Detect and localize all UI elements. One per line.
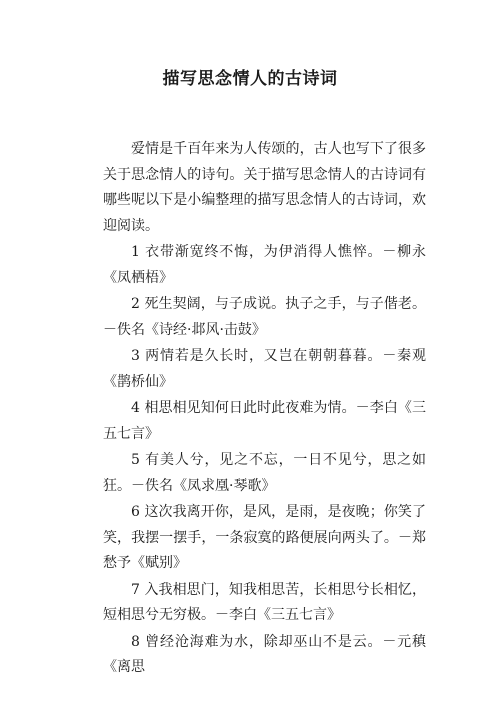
poem-line-8: 8 曾经沧海难为水，除却巫山不是云。－元稹《离思: [103, 633, 426, 675]
poem-line-3: 3 两情若是久长时，又岂在朝朝暮暮。－秦观《鹊桥仙》: [103, 348, 426, 390]
poem-line-4: 4 相思相见知何日此时此夜难为情。－李白《三五七言》: [103, 400, 426, 442]
document-title: 描写思念情人的古诗词: [162, 69, 338, 89]
poem-line-1: 1 衣带渐宽终不悔，为伊消得人憔悴。－柳永《凤栖梧》: [103, 244, 426, 286]
poem-line-2: 2 死生契阔，与子成说。执子之手，与子偕老。－佚名《诗经·邶风·击鼓》: [103, 296, 426, 338]
intro-paragraph: 爱情是千百年来为人传颂的，古人也写下了很多关于思念情人的诗句。关于描写思念情人的古诗词有哪些呢以下是小编整理的描写思念情人的古诗词，欢迎阅读。: [103, 141, 426, 234]
poem-line-7: 7 入我相思门，知我相思苦，长相思兮长相忆，短相思兮无穷极。－李白《三五七言》: [103, 581, 426, 623]
poem-line-6: 6 这次我离开你，是风，是雨，是夜晚；你笑了笑，我摆一摆手，一条寂寞的路便展向两头了。－郑愁予《赋别》: [103, 504, 426, 571]
document-body: [103, 137, 426, 681]
poem-line-5: 5 有美人兮，见之不忘，一日不见兮，思之如狂。－佚名《凤求凰·琴歌》: [103, 452, 426, 494]
